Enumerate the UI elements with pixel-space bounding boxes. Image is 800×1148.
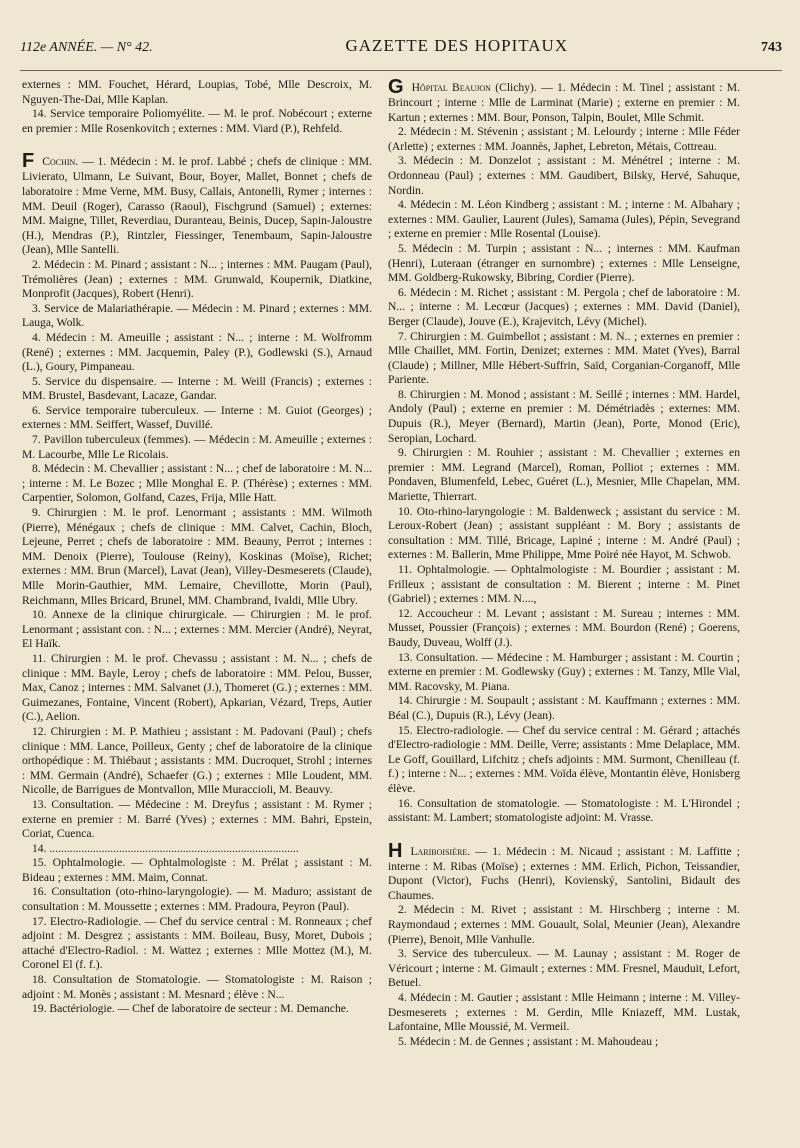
service-paragraph: 6. Médecin : M. Richet ; assistant : M. Pergola ; chef de laboratoire : M. N... ; interne : M. Lecœur (Jacques) ; externes : MM. David (Daniel), Berger (Claude), Jouve (E.), Krajevitch, Lévy (Michel). [388, 285, 740, 328]
service-paragraph: 19. Bactériologie. — Chef de laboratoire de secteur : M. Demanche. [32, 1002, 349, 1016]
service-paragraph: 7. Chirurgien : M. Guimbellot ; assistant : M. N.. ; externes en premier : Mlle Chaillet, MM. Fortin, Denizet; externes : MM. Matet (Yves), Barral (Claude) ; Millner, Mlle Hébert-Suffrin, Saïd, Corganian-Corganoff, Mlle Pariente. [388, 329, 740, 387]
section-f-heading [22, 152, 372, 258]
service-paragraph: 9. Chirurgien : M. Rouhier ; assistant : M. Chevallier ; externes en premier : MM. Legrand (Marcel), Roman, Polliot ; externes : MM. Pondaven, Blumenfeld, Lebec, Guéret (L.), Mesnier, Mlle Chapelan, MM. Mariette, Thierrart. [388, 446, 740, 504]
service-paragraph: 13. Consultation. — Médecine : M. Dreyfus ; assistant : M. Rymer ; externe en premier : M. Barré (Yves) ; externes : MM. Bahri, Epstein, Coriat, Cuenca. [22, 797, 372, 841]
hospital-name: Lariboisière. [410, 844, 471, 858]
service-paragraph: 16. Consultation (oto-rhino-laryngologie). — M. Maduro; assistant de consultation : M. Moussette ; externes : MM. Pradoura, Peyron (Paul). [22, 885, 372, 914]
service-paragraph: 6. Service temporaire tuberculeux. — Interne : M. Guiot (Georges) ; externes : MM. Seiffert, Wassef, Duvillé. [22, 403, 372, 432]
service-paragraph: 15. Ophtalmologie. — Ophtalmologiste : M. Prélat ; assistant : M. Bideau ; externes : MM. Maim, Connat. [22, 856, 372, 884]
publication-title: GAZETTE DES HOPITAUX [345, 36, 569, 55]
service-paragraph: 14. ...................................................................................... [32, 841, 299, 855]
issue-label: 112e ANNÉE. — N° 42. [20, 40, 153, 55]
hospital-name: Cochin. [42, 155, 79, 169]
section-first-text: — 1. Médecin : M. Nicaud ; assistant : M. Laffitte ; interne : M. Ribas (Moïse) ; externes : MM. Erlich, Pichon, Teissandier, Dupont (Victor), Fuchs (Henri), Kovienský, Santolini, Bidault des Chaumes. [388, 844, 740, 902]
left-column [22, 78, 372, 1017]
service-paragraph: 17. Electro-Radiologie. — Chef du service central : M. Ronneaux ; chef adjoint : M. Desgrez ; assistants : MM. Boileau, Busy, Moret, Dubois ; attaché d'Electro-Radiol. : M. Wattez ; externes : Mlle Mottez (M.), M. Coronel El (f. f.). [22, 914, 372, 972]
service-paragraph: 8. Médecin : M. Chevallier ; assistant : N... ; chef de laboratoire : M. N... ; interne : M. Le Bozec ; Mlle Monghal E. P. (Thérèse) ; externes : MM. Carpentier, Solomon, Golfand, Cazes, Frija, Mlle Hatt. [22, 462, 372, 505]
intro-paragraph: 14. Service temporaire Poliomyélite. — M. le prof. Nobécourt ; externe en premier : Mlle Rosenkovitch ; externes : MM. Viard (P.), Rehfeld. [22, 107, 372, 135]
right-column [388, 78, 740, 1049]
service-paragraph: 2. Médecin : M. Stévenin ; assistant ; M. Lelourdy ; interne : Mlle Féder (Arlette) ; externes : MM. Joannès, Japhet, Lebreton, Métais, Cottreau. [388, 125, 740, 153]
section-letter: G [388, 76, 404, 98]
section-letter: H [388, 839, 403, 862]
service-paragraph: 12. Chirurgien : M. P. Mathieu ; assistant : M. Padovani (Paul) ; chefs clinique : MM. Lance, Poilleux, Genty ; chef de laboratoire de la clinique orthopédique : M. Thiébaut ; assistants : MM. Ducroquet, Strohl ; internes : MM. Germain (André), Schaefer (G.) ; externes : Mlle Loudent, MM. Nicolle, de Barrigues de Montvallon, Mlle Muraccioli, M. Beauvy. [22, 724, 372, 797]
service-paragraph: 9. Chirurgien : M. le prof. Lenormant ; assistants : MM. Wilmoth (Pierre), Ménégaux ; chefs de clinique : MM. Calvet, Cachin, Bloch, Lejeune, Perret ; chefs de laboratoire : MM. Beauny, Perrot ; internes : MM. Denoix (Pierre), Toulouse (Reiny), Koskinas (Moïse), Richet; externes : MM. Brun (Marcel), Lavat (Jean), Villey-Desmeserets (Claude), Mlle Morin-Gauthier, MM. Lemaire, Chevillotte, Morin (Paul), Reichmann, Mlles Bricard, Brunel, MM. Chambrand, Ivaldi, Mlle Ubry. [22, 506, 372, 607]
service-paragraph: 5. Médecin : M. Turpin ; assistant : N... ; internes : MM. Kaufman (Henri), Luteraan (étranger en surnombre) ; externes : Mlle Lenseigne, MM. Goldberg-Rukowsky, Bibring, Cordier (Pierre). [388, 241, 740, 285]
service-paragraph: 2. Médecin : M. Pinard ; assistant : N... ; internes : MM. Paugam (Paul), Trémolières (Jean) ; externes : MM. Grunwald, Koupernik, Diatkine, Monprofit (Jacques), Robert (Henri). [22, 257, 372, 301]
service-paragraph: 3. Médecin : M. Donzelot ; assistant : M. Ménétrel ; interne : M. Ordonneau (Paul) ; externes : MM. Gaudibert, Bilsky, Hervé, Sahuque, Nordin. [388, 154, 740, 197]
service-paragraph: 8. Chirurgien : M. Monod ; assistant : M. Seillé ; internes : MM. Hardel, Andoly (Paul) ; externe en premier : M. Démétriadès ; externes: MM. Dupuis (R.), Meyer (Bernard), Martin (Jean), Porte, Monod (Eric), Seropian, Lochard. [388, 387, 740, 445]
section-letter: F [22, 150, 35, 173]
service-paragraph: 10. Oto-rhino-laryngologie : M. Baldenweck ; assistant du service : M. Leroux-Robert (Jean) ; assistant suppléant : M. Bory ; assistants de consultation : MM. Tillé, Bricage, Lapiné ; interne : M. André (Paul) ; externes : M. Ballerin, Mme Philippe, Mme Poiré née Hayot, M. Schwob. [388, 504, 740, 562]
intro-paragraph: externes : MM. Fouchet, Hérard, Loupias, Tobé, Mlle Descroix, M. Nguyen-The-Dai, Mlle Kaplan. [22, 78, 372, 106]
service-paragraph: 13. Consultation. — Médecine : M. Hamburger ; assistant : M. Courtin ; externe en premier : M. Godlewsky (Guy) ; externes : M. Tanzy, Mlle Vial, MM. Racovsky, M. Piana. [388, 650, 740, 693]
service-paragraph: 5. Service du dispensaire. — Interne : M. Weill (Francis) ; externes : MM. Brustel, Basdevant, Lacaze, Gandar. [22, 374, 372, 403]
service-paragraph: 4. Médecin : M. Ameuille ; assistant : N... ; interne : M. Wolfromm (René) ; externes : MM. Jacquemin, Paley (P.), Godlewski (S.), Arnaud (L.), Goury, Pimpaneau. [22, 330, 372, 374]
service-paragraph: 3. Service de Malariathérapie. — Médecin : M. Pinard ; externes : MM. Lauga, Wolk. [22, 301, 372, 330]
section-g-heading [388, 78, 740, 125]
service-paragraph: 11. Ophtalmologie. — Ophtalmologiste : M. Bourdier ; assistant : M. Frilleux ; assistant de consultation : M. Bierent ; interne : M. Pinet (Gabriel) ; externes : MM. N...., [388, 563, 740, 606]
section-first-text: (Clichy). — 1. Médecin : M. Tinel ; assistant : M. Brincourt ; interne : Mlle de Larminat (Marie) ; externe en premier : M. Kartun ; externes : MM. Bour, Ponson, Talpin, Boulet, Mlle Schmit. [388, 81, 740, 124]
service-paragraph: 7. Pavillon tuberculeux (femmes). — Médecin : M. Ameuille ; externes : M. Lacourbe, Mlle Le Ricolais. [22, 433, 372, 461]
service-paragraph: 10. Annexe de la clinique chirurgicale. — Chirurgien : M. le prof. Lenormant ; assistant con. : N... ; externes : MM. Mercier (André), Neyrat, El Haïk. [22, 608, 372, 651]
service-paragraph: 4. Médecin : M. Gautier ; assistant : Mlle Heimann ; interne : M. Villey-Desmeserets ; externes : M. Gerdin, Mlle Kniazeff, MM. Lustak, Lafontaine, Mlle Moussié, M. Vermeil. [388, 991, 740, 1034]
service-paragraph: 3. Service des tuberculeux. — M. Launay ; assistant : M. Roger de Véricourt ; interne : M. Gimault ; externes : MM. Fresnel, Mauduit, Lefort, Betuel. [388, 947, 740, 990]
page-number: 743 [760, 40, 782, 55]
service-paragraph: 12. Accoucheur : M. Levant ; assistant : M. Sureau ; internes : MM. Musset, Poussier (François) ; externes : MM. Bourdon (René) ; Goerens, Baudy, Duveau, Wolff (J.). [388, 606, 740, 649]
page-header [20, 36, 782, 71]
service-paragraph: 2. Médecin : M. Rivet ; assistant : M. Hirschberg ; interne : M. Raymondaud ; externes : MM. Gouault, Solal, Meunier (Jean), Alexandre (Pierre), Benoit, Mlle Vanhulle. [388, 903, 740, 946]
service-paragraph: 4. Médecin : M. Léon Kindberg ; assistant : M. ; interne : M. Albahary ; externes : MM. Gaulier, Laurent (Jules), Samama (Jules), Pépin, Sevegrand ; externe en premier : Mlle Rosental (Louise). [388, 198, 740, 241]
section-f-paragraphs [22, 258, 372, 1017]
service-paragraph: 14. Chirurgie : M. Soupault ; assistant : M. Kauffmann ; externes : MM. Béal (C.), Dupuis (R.), Lévy (Jean). [388, 694, 740, 722]
service-paragraph: 18. Consultation de Stomatologie. — Stomatologiste : M. Raison ; adjoint : M. Monès ; assistant : M. Mesnard ; élève : N... [22, 973, 372, 1001]
section-h-paragraphs [388, 903, 740, 1049]
section-g-paragraphs [388, 125, 740, 826]
service-paragraph: 11. Chirurgien : M. le prof. Chevassu ; assistant : M. N... ; chefs de clinique : MM. Bayle, Leroy ; chefs de laboratoire : MM. Pelou, Busser, Max, Canoz ; internes : MM. Salvanet (J.), Thomeret (G.) ; externes : MM. Guimezanes, Fontaine, Vincent (Robert), Apkarian, Vézard, Treps, Autier (C.), Aelion. [22, 651, 372, 724]
service-paragraph: 16. Consultation de stomatologie. — Stomatologiste : M. L'Hirondel ; assistant: M. Lambert; stomatologiste adjoint: M. Vrasse. [388, 796, 740, 825]
service-paragraph: 5. Médecin : M. de Gennes ; assistant : M. Mahoudeau ; [398, 1034, 659, 1048]
section-h-heading [388, 839, 740, 904]
hospital-name: Hôpital Beaujon [411, 81, 491, 94]
section-first-text: — 1. Médecin : M. le prof. Labbé ; chefs de clinique : MM. Livierato, Ulmann, Le Suivant, Bour, Boyer, Mallet, Bonnet ; chefs de laboratoire : Mme Verne, MM. Busy, Callais, Antonelli, Rymer ; internes : MM. Deuil (Roger), Carasso (Raoul), Fischgrund (Samuel) ; externes: MM. Maigne, Tillet, Reverdiau, Duranteau, Beinis, Ducep, Sapin-Jaloustre (H.), Mendras (P.), Rintzler, Fiessinger, Tenembaum, Sapin-Jaloustre (Jean), Mlle Santelli. [22, 155, 373, 257]
service-paragraph: 15. Electro-radiologie. — Chef du service central : M. Gérard ; attachés d'Electro-radiologie : MM. Deille, Verre; assistants : Mme Delaplace, MM. Le Goff, Gouillard, Lifchitz ; chefs adjoints : MM. Surmont, Chenilleau (f. f.) ; interne : N... ; externes : MM. Voïda élève, Montantin élève, Honisberg élève. [388, 723, 740, 795]
